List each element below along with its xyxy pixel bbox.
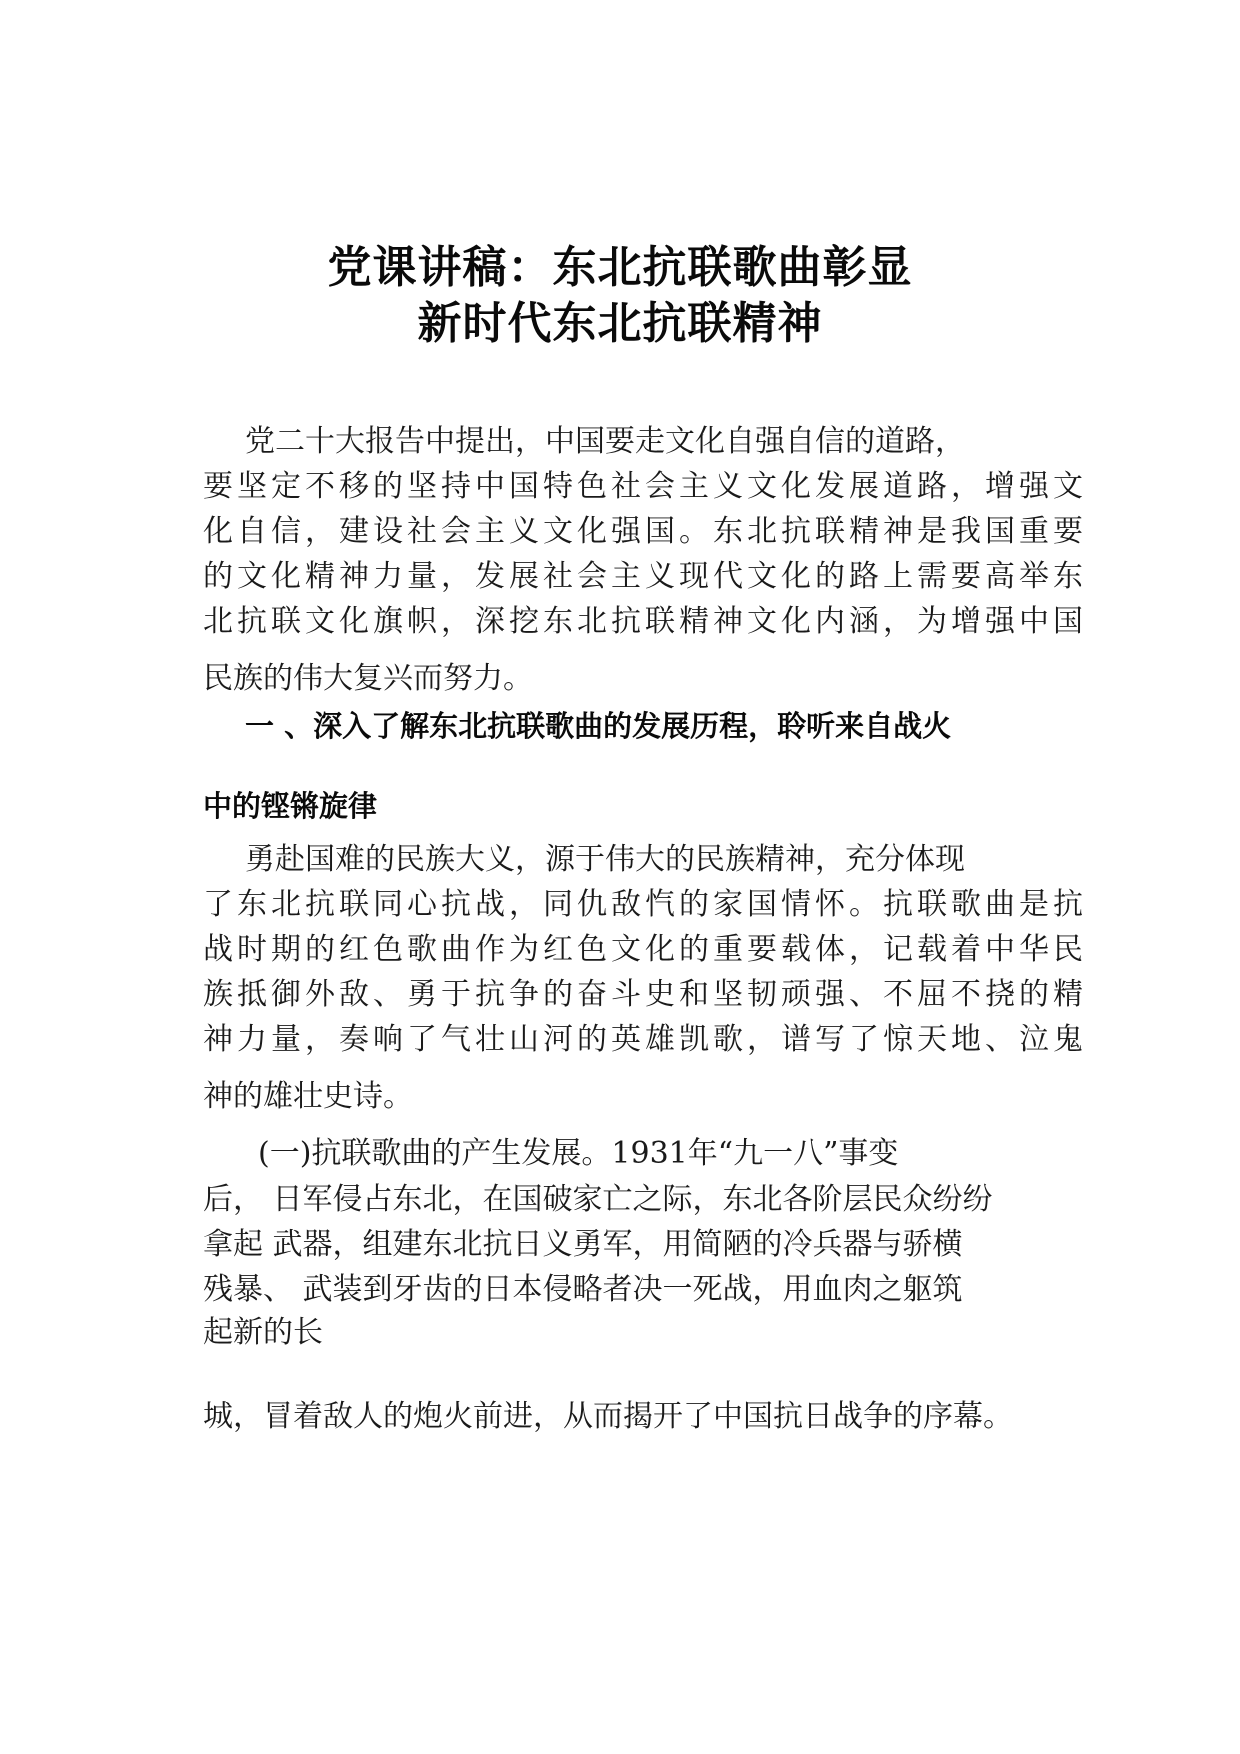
paragraph-1-line-3: 化自信，建设社会主义文化强国。东北抗联精神是我国重要: [203, 514, 1083, 549]
section-heading-line-2: 中的铿锵旋律: [203, 789, 378, 823]
paragraph-2-line-4: 族抵御外敌、勇于抗争的奋斗史和坚韧顽强、不屈不挠的精: [203, 977, 1083, 1012]
paragraph-3-line-4: 残暴、 武装到牙齿的日本侵略者决一死战，用血肉之躯筑: [203, 1272, 963, 1307]
paragraph-3-line-3: 拿起 武器，组建东北抗日义勇军，用简陋的冷兵器与骄横: [203, 1227, 963, 1262]
paragraph-3-line-1: (一)抗联歌曲的产生发展。1931年“九一八”事变: [258, 1136, 899, 1171]
paragraph-3-line-6: 城，冒着敌人的炮火前进，从而揭开了中国抗日战争的序幕。: [203, 1399, 1013, 1434]
document-title-line-2: 新时代东北抗联精神: [417, 298, 823, 349]
paragraph-1-line-6: 民族的伟大复兴而努力。: [203, 661, 533, 696]
paragraph-2-line-2: 了东北抗联同心抗战，同仇敌忾的家国情怀。抗联歌曲是抗: [203, 887, 1083, 922]
paragraph-1-line-1: 党二十大报告中提出，中国要走文化自强自信的道路，: [245, 424, 965, 459]
paragraph-3-line-2: 后， 日军侵占东北，在国破家亡之际，东北各阶层民众纷纷: [203, 1182, 993, 1217]
paragraph-1-line-5: 北抗联文化旗帜，深挖东北抗联精神文化内涵，为增强中国: [203, 604, 1083, 639]
section-heading-line-1: 一 、深入了解东北抗联歌曲的发展历程，聆听来自战火: [245, 709, 952, 743]
paragraph-3-line-5: 起新的长: [203, 1315, 323, 1350]
document-title-line-1: 党课讲稿：东北抗联歌曲彰显: [327, 242, 913, 293]
paragraph-2-line-1: 勇赴国难的民族大义，源于伟大的民族精神，充分体现: [245, 842, 965, 877]
paragraph-2-line-3: 战时期的红色歌曲作为红色文化的重要载体，记载着中华民: [203, 932, 1083, 967]
paragraph-1-line-4: 的文化精神力量，发展社会主义现代文化的路上需要高举东: [203, 559, 1083, 594]
paragraph-2-line-5: 神力量，奏响了气壮山河的英雄凯歌，谱写了惊天地、泣鬼: [203, 1022, 1083, 1057]
paragraph-2-line-6: 神的雄壮史诗。: [203, 1079, 413, 1114]
paragraph-1-line-2: 要坚定不移的坚持中国特色社会主义文化发展道路，增强文: [203, 469, 1083, 504]
